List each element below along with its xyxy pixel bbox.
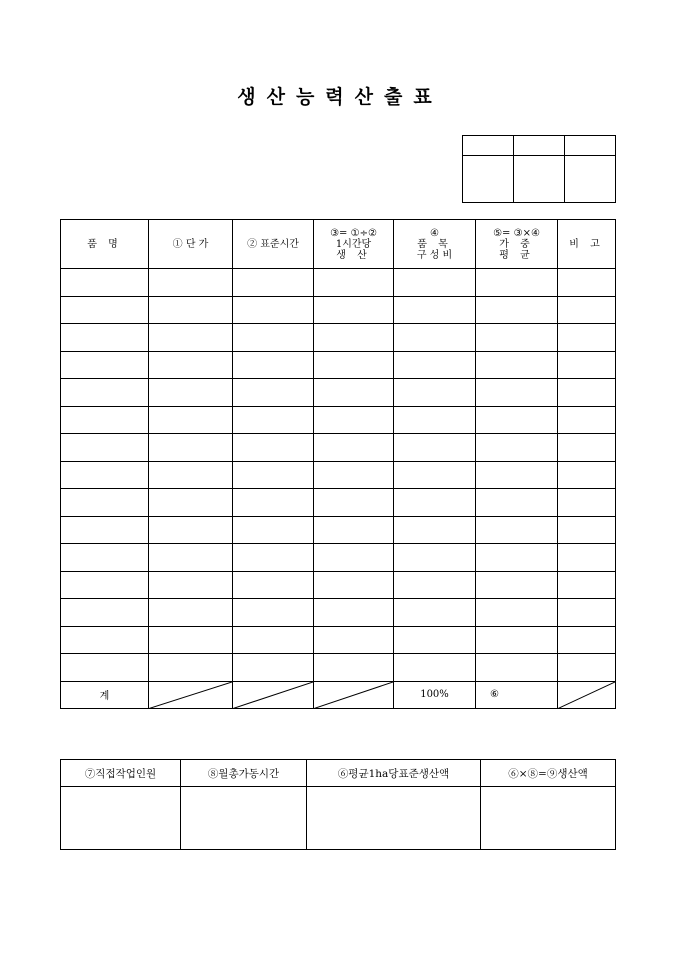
table-row	[61, 269, 616, 297]
table-cell[interactable]	[476, 544, 558, 572]
table-cell[interactable]	[314, 461, 394, 489]
total-diagonal-cell	[149, 681, 233, 709]
total-diagonal-cell	[558, 681, 616, 709]
production-summary-table	[60, 759, 616, 850]
table-cell[interactable]	[61, 516, 149, 544]
header-production-amount: ⑥×⑧=⑨생산액	[481, 760, 616, 787]
table-row	[61, 544, 616, 572]
header-weighted-average: ⑤= ③×④ 가 중 평 균	[476, 220, 558, 269]
approval-header-cell	[463, 136, 514, 156]
table-cell[interactable]	[233, 324, 314, 352]
table-cell[interactable]	[61, 489, 149, 517]
table-cell[interactable]	[394, 324, 476, 352]
table-cell[interactable]	[558, 571, 616, 599]
table-cell[interactable]	[233, 599, 314, 627]
approval-sign-cell[interactable]	[565, 156, 616, 203]
table-cell[interactable]	[233, 489, 314, 517]
table-row	[61, 599, 616, 627]
table-cell[interactable]	[61, 406, 149, 434]
table-cell[interactable]	[314, 544, 394, 572]
table-cell[interactable]	[233, 434, 314, 462]
table-row	[61, 324, 616, 352]
summary-value-cell[interactable]	[61, 787, 181, 850]
summary-value-cell[interactable]	[481, 787, 616, 850]
table-row	[61, 351, 616, 379]
table-row	[61, 626, 616, 654]
summary-value-cell[interactable]	[181, 787, 307, 850]
total-weighted-average-cell[interactable]: ⑥	[476, 681, 558, 709]
table-cell[interactable]	[394, 654, 476, 682]
table-cell[interactable]	[233, 379, 314, 407]
table-cell[interactable]	[394, 296, 476, 324]
approval-header-cell	[565, 136, 616, 156]
approval-sign-cell[interactable]	[463, 156, 514, 203]
table-cell[interactable]	[149, 406, 233, 434]
table-row	[61, 489, 616, 517]
table-cell[interactable]	[149, 379, 233, 407]
table-cell[interactable]	[394, 516, 476, 544]
table-cell[interactable]	[476, 489, 558, 517]
table-row	[61, 654, 616, 682]
table-cell[interactable]	[558, 626, 616, 654]
table-cell[interactable]	[314, 654, 394, 682]
header-standard-time: ② 표준시간	[233, 220, 314, 269]
summary-value-cell[interactable]	[307, 787, 481, 850]
table-row	[61, 516, 616, 544]
table-cell[interactable]	[558, 296, 616, 324]
approval-box	[462, 135, 616, 203]
table-cell[interactable]	[149, 296, 233, 324]
table-cell[interactable]	[61, 324, 149, 352]
table-row	[61, 379, 616, 407]
table-cell[interactable]	[149, 599, 233, 627]
table-cell[interactable]	[476, 324, 558, 352]
table-cell[interactable]	[233, 571, 314, 599]
table-cell[interactable]	[476, 434, 558, 462]
table-cell[interactable]	[314, 379, 394, 407]
table-cell[interactable]	[61, 461, 149, 489]
table-cell[interactable]	[149, 544, 233, 572]
table-row	[61, 461, 616, 489]
header-direct-workers: ⑦직접작업인원	[61, 760, 181, 787]
total-diagonal-cell	[233, 681, 314, 709]
table-cell[interactable]	[314, 571, 394, 599]
table-cell[interactable]	[558, 351, 616, 379]
table-cell[interactable]	[314, 599, 394, 627]
table-cell[interactable]	[61, 599, 149, 627]
total-row	[61, 681, 616, 709]
table-cell[interactable]	[394, 351, 476, 379]
table-cell[interactable]	[61, 269, 149, 297]
production-capacity-table	[60, 219, 616, 709]
table-cell[interactable]	[476, 406, 558, 434]
page-title: 생산능력산출표	[237, 86, 443, 108]
table-cell[interactable]	[233, 351, 314, 379]
table-cell[interactable]	[233, 269, 314, 297]
table-cell[interactable]	[558, 434, 616, 462]
total-percent: 100%	[394, 681, 476, 709]
table-cell[interactable]	[558, 406, 616, 434]
table-row	[61, 434, 616, 462]
table-cell[interactable]	[149, 489, 233, 517]
table-cell[interactable]	[558, 379, 616, 407]
table-cell[interactable]	[233, 461, 314, 489]
table-cell[interactable]	[558, 269, 616, 297]
table-cell[interactable]	[476, 654, 558, 682]
approval-sign-cell[interactable]	[514, 156, 565, 203]
header-composition-ratio: ④ 품 목 구 성 비	[394, 220, 476, 269]
total-label: 계	[61, 681, 149, 709]
table-cell[interactable]	[558, 516, 616, 544]
table-cell[interactable]	[149, 461, 233, 489]
table-cell[interactable]	[149, 516, 233, 544]
table-cell[interactable]	[61, 296, 149, 324]
total-diagonal-cell	[314, 681, 394, 709]
table-row	[61, 571, 616, 599]
table-cell[interactable]	[149, 654, 233, 682]
table-cell[interactable]	[61, 351, 149, 379]
table-cell[interactable]	[558, 654, 616, 682]
table-cell[interactable]	[476, 351, 558, 379]
header-remarks: 비 고	[558, 220, 616, 269]
table-cell[interactable]	[476, 516, 558, 544]
table-cell[interactable]	[314, 406, 394, 434]
table-cell[interactable]	[558, 489, 616, 517]
table-cell[interactable]	[233, 406, 314, 434]
table-cell[interactable]	[476, 571, 558, 599]
table-cell[interactable]	[61, 654, 149, 682]
table-cell[interactable]	[394, 571, 476, 599]
table-cell[interactable]	[558, 324, 616, 352]
table-cell[interactable]	[314, 269, 394, 297]
table-cell[interactable]	[394, 626, 476, 654]
table-cell[interactable]	[314, 516, 394, 544]
table-cell[interactable]	[314, 296, 394, 324]
table-cell[interactable]	[394, 599, 476, 627]
table-cell[interactable]	[476, 269, 558, 297]
header-item-name: 품 명	[61, 220, 149, 269]
header-standard-output: ⑥평균1ha당표준생산액	[307, 760, 481, 787]
table-cell[interactable]	[394, 269, 476, 297]
table-cell[interactable]	[394, 489, 476, 517]
header-hourly-production: ③= ①÷② 1시간당 생 산	[314, 220, 394, 269]
header-unit-price: ① 단 가	[149, 220, 233, 269]
table-cell[interactable]	[149, 324, 233, 352]
table-cell[interactable]	[233, 516, 314, 544]
table-cell[interactable]	[149, 626, 233, 654]
table-cell[interactable]	[476, 461, 558, 489]
table-row	[61, 296, 616, 324]
table-cell[interactable]	[233, 626, 314, 654]
table-cell[interactable]	[394, 379, 476, 407]
table-cell[interactable]	[476, 296, 558, 324]
table-cell[interactable]	[314, 626, 394, 654]
table-cell[interactable]	[149, 351, 233, 379]
table-cell[interactable]	[394, 461, 476, 489]
table-cell[interactable]	[476, 626, 558, 654]
table-cell[interactable]	[558, 599, 616, 627]
table-cell[interactable]	[61, 544, 149, 572]
table-cell[interactable]	[314, 434, 394, 462]
table-header-row	[61, 220, 616, 269]
table-cell[interactable]	[314, 351, 394, 379]
table-cell[interactable]	[149, 434, 233, 462]
table-cell[interactable]	[558, 544, 616, 572]
table-cell[interactable]	[558, 461, 616, 489]
table-cell[interactable]	[61, 571, 149, 599]
table-cell[interactable]	[61, 434, 149, 462]
table-cell[interactable]	[476, 379, 558, 407]
table-cell[interactable]	[233, 544, 314, 572]
table-cell[interactable]	[233, 296, 314, 324]
table-cell[interactable]	[61, 626, 149, 654]
table-cell[interactable]	[394, 406, 476, 434]
header-monthly-hours: ⑧월총가동시간	[181, 760, 307, 787]
table-cell[interactable]	[314, 324, 394, 352]
table-row	[61, 406, 616, 434]
approval-header-cell	[514, 136, 565, 156]
table-cell[interactable]	[233, 654, 314, 682]
table-cell[interactable]	[149, 269, 233, 297]
table-cell[interactable]	[394, 434, 476, 462]
table-cell[interactable]	[61, 379, 149, 407]
table-cell[interactable]	[314, 489, 394, 517]
table-cell[interactable]	[149, 571, 233, 599]
table-cell[interactable]	[394, 544, 476, 572]
table-cell[interactable]	[476, 599, 558, 627]
